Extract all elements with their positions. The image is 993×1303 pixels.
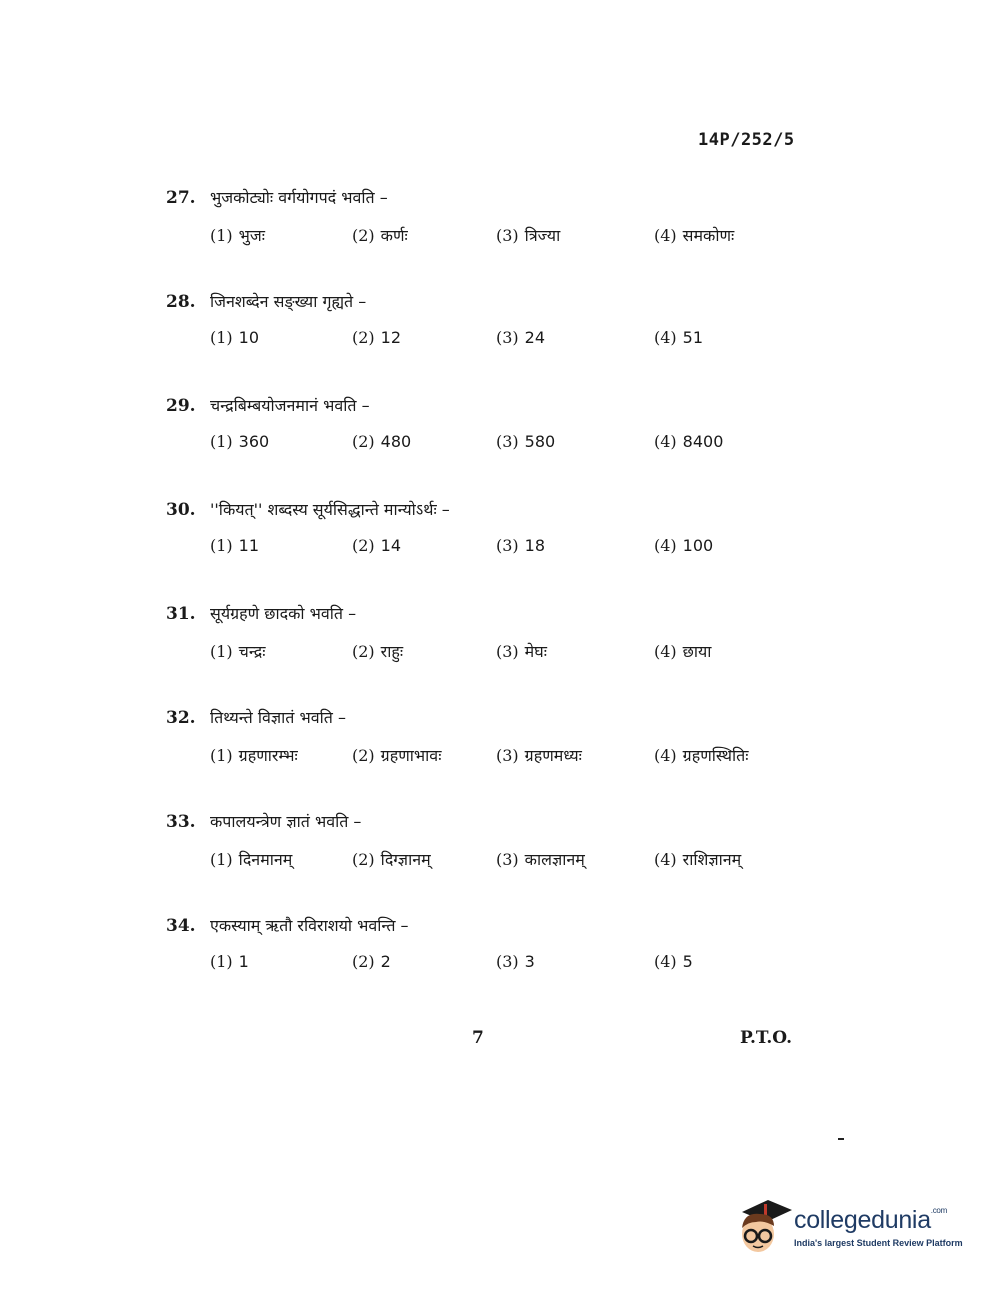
question-number: 32. xyxy=(166,708,196,728)
stray-mark xyxy=(838,1138,844,1140)
option-2: (2) 14 xyxy=(352,536,402,555)
question-number: 29. xyxy=(166,396,196,416)
option-2: (2) दिग्ज्ञानम् xyxy=(352,850,431,869)
option-list xyxy=(210,536,826,566)
pto-label: P.T.O. xyxy=(740,1028,792,1048)
question-text: चन्द्रबिम्बयोजनमानं भवति – xyxy=(210,396,370,415)
question-number: 34. xyxy=(166,916,196,936)
option-3: (3) कालज्ञानम् xyxy=(496,850,585,869)
question-text: एकस्याम् ऋतौ रविराशयो भवन्ति – xyxy=(210,916,409,935)
option-4: (4) राशिज्ञानम् xyxy=(654,850,742,869)
option-4: (4) 8400 xyxy=(654,432,724,451)
option-list xyxy=(210,224,826,254)
option-1: (1) 1 xyxy=(210,952,249,971)
option-4: (4) समकोणः xyxy=(654,226,735,245)
option-3: (3) 18 xyxy=(496,536,546,555)
option-list xyxy=(210,744,826,774)
option-4: (4) 100 xyxy=(654,536,714,555)
option-2: (2) 12 xyxy=(352,328,402,347)
question-34 xyxy=(166,914,826,1018)
question-text: भुजकोट्योः वर्गयोगपदं भवति – xyxy=(210,188,388,207)
option-list xyxy=(210,848,826,878)
option-list xyxy=(210,640,826,670)
question-text: कपालयन्त्रेण ज्ञातं भवति – xyxy=(210,812,362,831)
option-1: (1) ग्रहणारम्भः xyxy=(210,746,298,765)
question-33 xyxy=(166,810,826,914)
question-text: ''कियत्'' शब्दस्य सूर्यसिद्धान्ते मान्योऽर्थः – xyxy=(210,500,450,519)
option-list xyxy=(210,432,826,462)
question-number: 27. xyxy=(166,188,196,208)
question-29 xyxy=(166,394,826,498)
option-2: (2) ग्रहणाभावः xyxy=(352,746,442,765)
option-3: (3) ग्रहणमध्यः xyxy=(496,746,582,765)
question-list xyxy=(166,186,826,1018)
option-list xyxy=(210,952,826,982)
option-1: (1) भुजः xyxy=(210,226,266,245)
option-3: (3) मेघः xyxy=(496,642,547,661)
question-28 xyxy=(166,290,826,394)
option-3: (3) 3 xyxy=(496,952,535,971)
question-text: जिनशब्देन सङ्ख्या गृह्यते – xyxy=(210,292,367,311)
option-1: (1) 11 xyxy=(210,536,260,555)
option-4: (4) 51 xyxy=(654,328,704,347)
option-1: (1) 360 xyxy=(210,432,270,451)
question-27 xyxy=(166,186,826,290)
option-2: (2) 480 xyxy=(352,432,412,451)
question-32 xyxy=(166,706,826,810)
option-2: (2) 2 xyxy=(352,952,391,971)
option-list xyxy=(210,328,826,358)
option-4: (4) ग्रहणस्थितिः xyxy=(654,746,749,765)
question-number: 33. xyxy=(166,812,196,832)
question-number: 31. xyxy=(166,604,196,624)
mascot-logo-icon xyxy=(734,1194,792,1258)
collegedunia-watermark xyxy=(734,1194,966,1258)
question-number: 30. xyxy=(166,500,196,520)
option-1: (1) 10 xyxy=(210,328,260,347)
brand-tagline: India's largest Student Review Platform xyxy=(794,1238,963,1248)
option-1: (1) चन्द्रः xyxy=(210,642,266,661)
option-4: (4) 5 xyxy=(654,952,693,971)
option-3: (3) त्रिज्या xyxy=(496,226,561,245)
option-2: (2) कर्णः xyxy=(352,226,408,245)
brand-name: collegedunia$^{.com}$ xyxy=(794,1206,947,1234)
option-1: (1) दिनमानम् xyxy=(210,850,293,869)
option-3: (3) 580 xyxy=(496,432,556,451)
question-31 xyxy=(166,602,826,706)
paper-code: 14P/252/5 xyxy=(698,130,795,150)
option-3: (3) 24 xyxy=(496,328,546,347)
question-text: सूर्यग्रहणे छादको भवति – xyxy=(210,604,357,623)
page-number: 7 xyxy=(472,1028,484,1048)
option-4: (4) छाया xyxy=(654,642,712,661)
question-text: तिथ्यन्ते विज्ञातं भवति – xyxy=(210,708,346,727)
question-30 xyxy=(166,498,826,602)
question-number: 28. xyxy=(166,292,196,312)
option-2: (2) राहुः xyxy=(352,642,404,661)
